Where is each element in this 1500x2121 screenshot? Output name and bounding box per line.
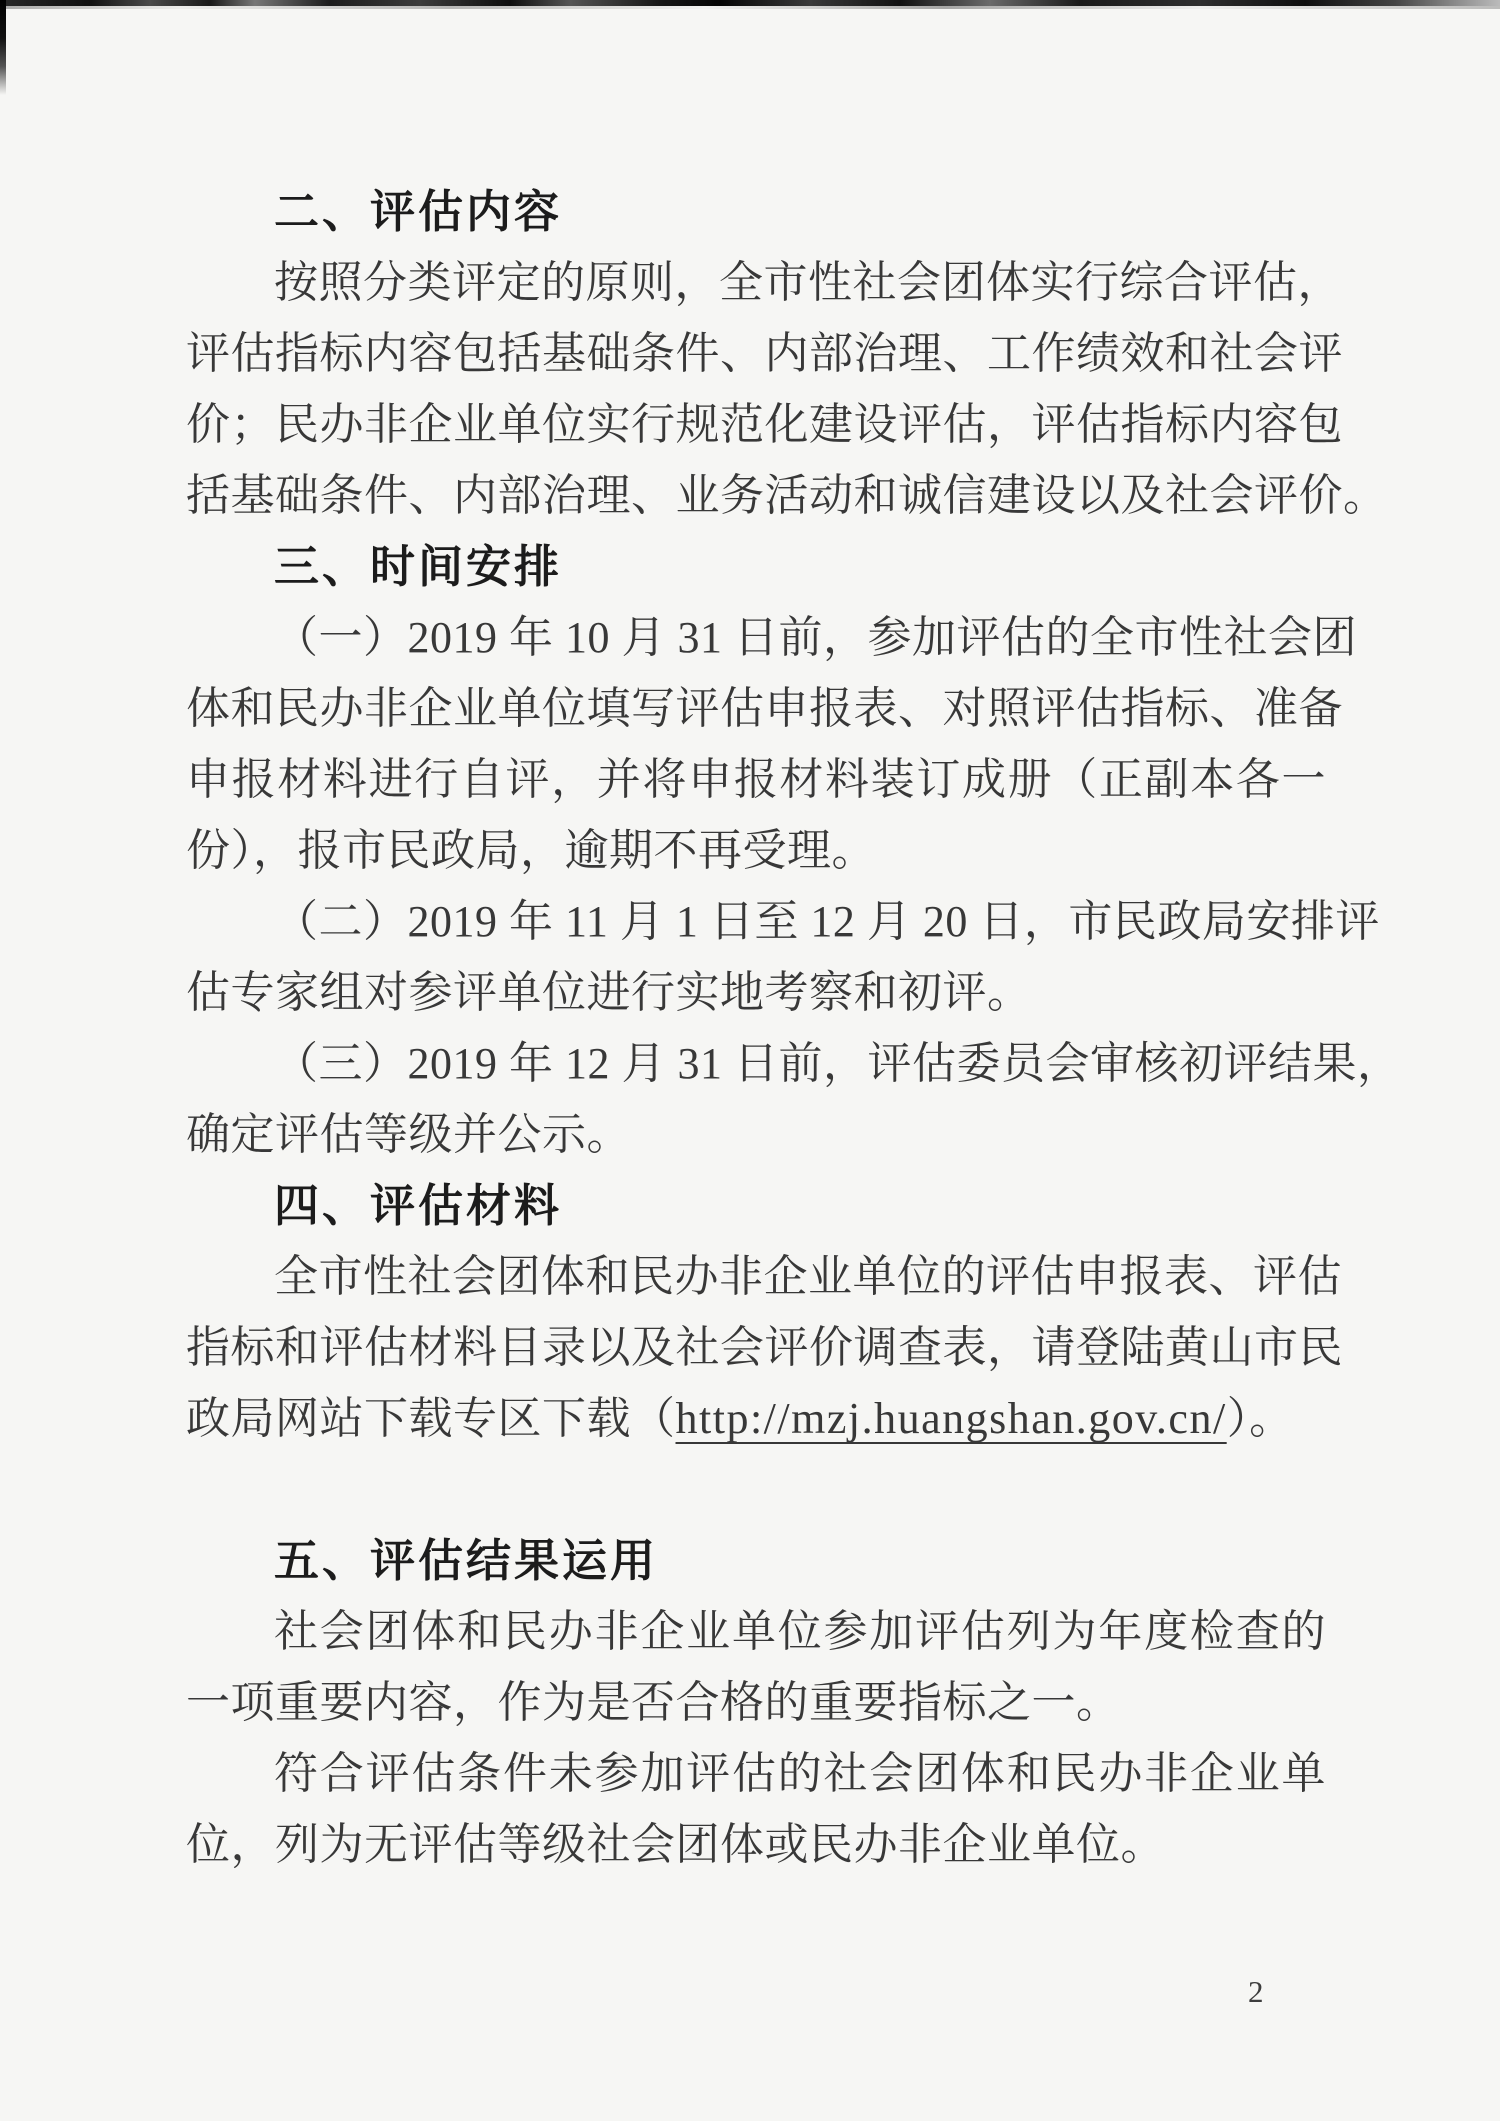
url-line-prefix: 政局网站下载专区下载（ — [186, 1394, 676, 1443]
paragraph-line: （三）2019 年 12 月 31 日前，评估委员会审核初评结果， — [274, 1039, 1402, 1088]
paragraph-line: 确定评估等级并公示。 — [186, 1110, 631, 1159]
document-body — [186, 176, 1402, 1880]
paragraph-line: 一项重要内容，作为是否合格的重要指标之一。 — [186, 1678, 1121, 1727]
paragraph-line: 申报材料进行自评，并将申报材料装订成册（正副本各一 — [186, 755, 1326, 804]
paragraph-line: 全市性社会团体和民办非企业单位的评估申报表、评估 — [274, 1252, 1342, 1301]
paragraph-line: （二）2019 年 11 月 1 日至 12 月 20 日，市民政局安排评 — [274, 897, 1380, 946]
download-url: http://mzj.huangshan.gov.cn/ — [675, 1394, 1227, 1443]
paragraph-line: 按照分类评定的原则，全市性社会团体实行综合评估， — [274, 258, 1342, 307]
paragraph-line: 体和民办非企业单位填写评估申报表、对照评估指标、准备 — [186, 684, 1343, 733]
paragraph-line: 社会团体和民办非企业单位参加评估列为年度检查的 — [274, 1607, 1326, 1656]
scan-corner-artifact — [0, 0, 6, 95]
paragraph-line: 份），报市民政局，逾期不再受理。 — [186, 826, 876, 875]
paragraph-line: 位，列为无评估等级社会团体或民办非企业单位。 — [186, 1820, 1165, 1869]
paragraph-line: 指标和评估材料目录以及社会评价调查表，请登陆黄山市民 — [186, 1323, 1343, 1372]
section-heading-5: 五、评估结果运用 — [274, 1535, 659, 1586]
page-number: 2 — [1248, 1974, 1264, 2009]
section-heading-2: 二、评估内容 — [274, 186, 563, 237]
paragraph-line: 价；民办非企业单位实行规范化建设评估，评估指标内容包 — [186, 400, 1343, 449]
url-line-suffix: ）。 — [1226, 1394, 1294, 1443]
paragraph-line: 符合评估条件未参加评估的社会团体和民办非企业单 — [274, 1749, 1326, 1798]
section-heading-4: 四、评估材料 — [274, 1180, 563, 1231]
paragraph-line: （一）2019 年 10 月 31 日前，参加评估的全市性社会团 — [274, 613, 1357, 662]
section-heading-3: 三、时间安排 — [274, 541, 563, 592]
paragraph-line: 估专家组对参评单位进行实地考察和初评。 — [186, 968, 1032, 1017]
paragraph-line-with-url — [186, 1383, 1326, 1454]
paragraph-line: 括基础条件、内部治理、业务活动和诚信建设以及社会评价。 — [186, 471, 1388, 520]
scan-edge-artifact-shadow — [0, 6, 1500, 9]
paragraph-line: 评估指标内容包括基础条件、内部治理、工作绩效和社会评 — [186, 329, 1343, 378]
